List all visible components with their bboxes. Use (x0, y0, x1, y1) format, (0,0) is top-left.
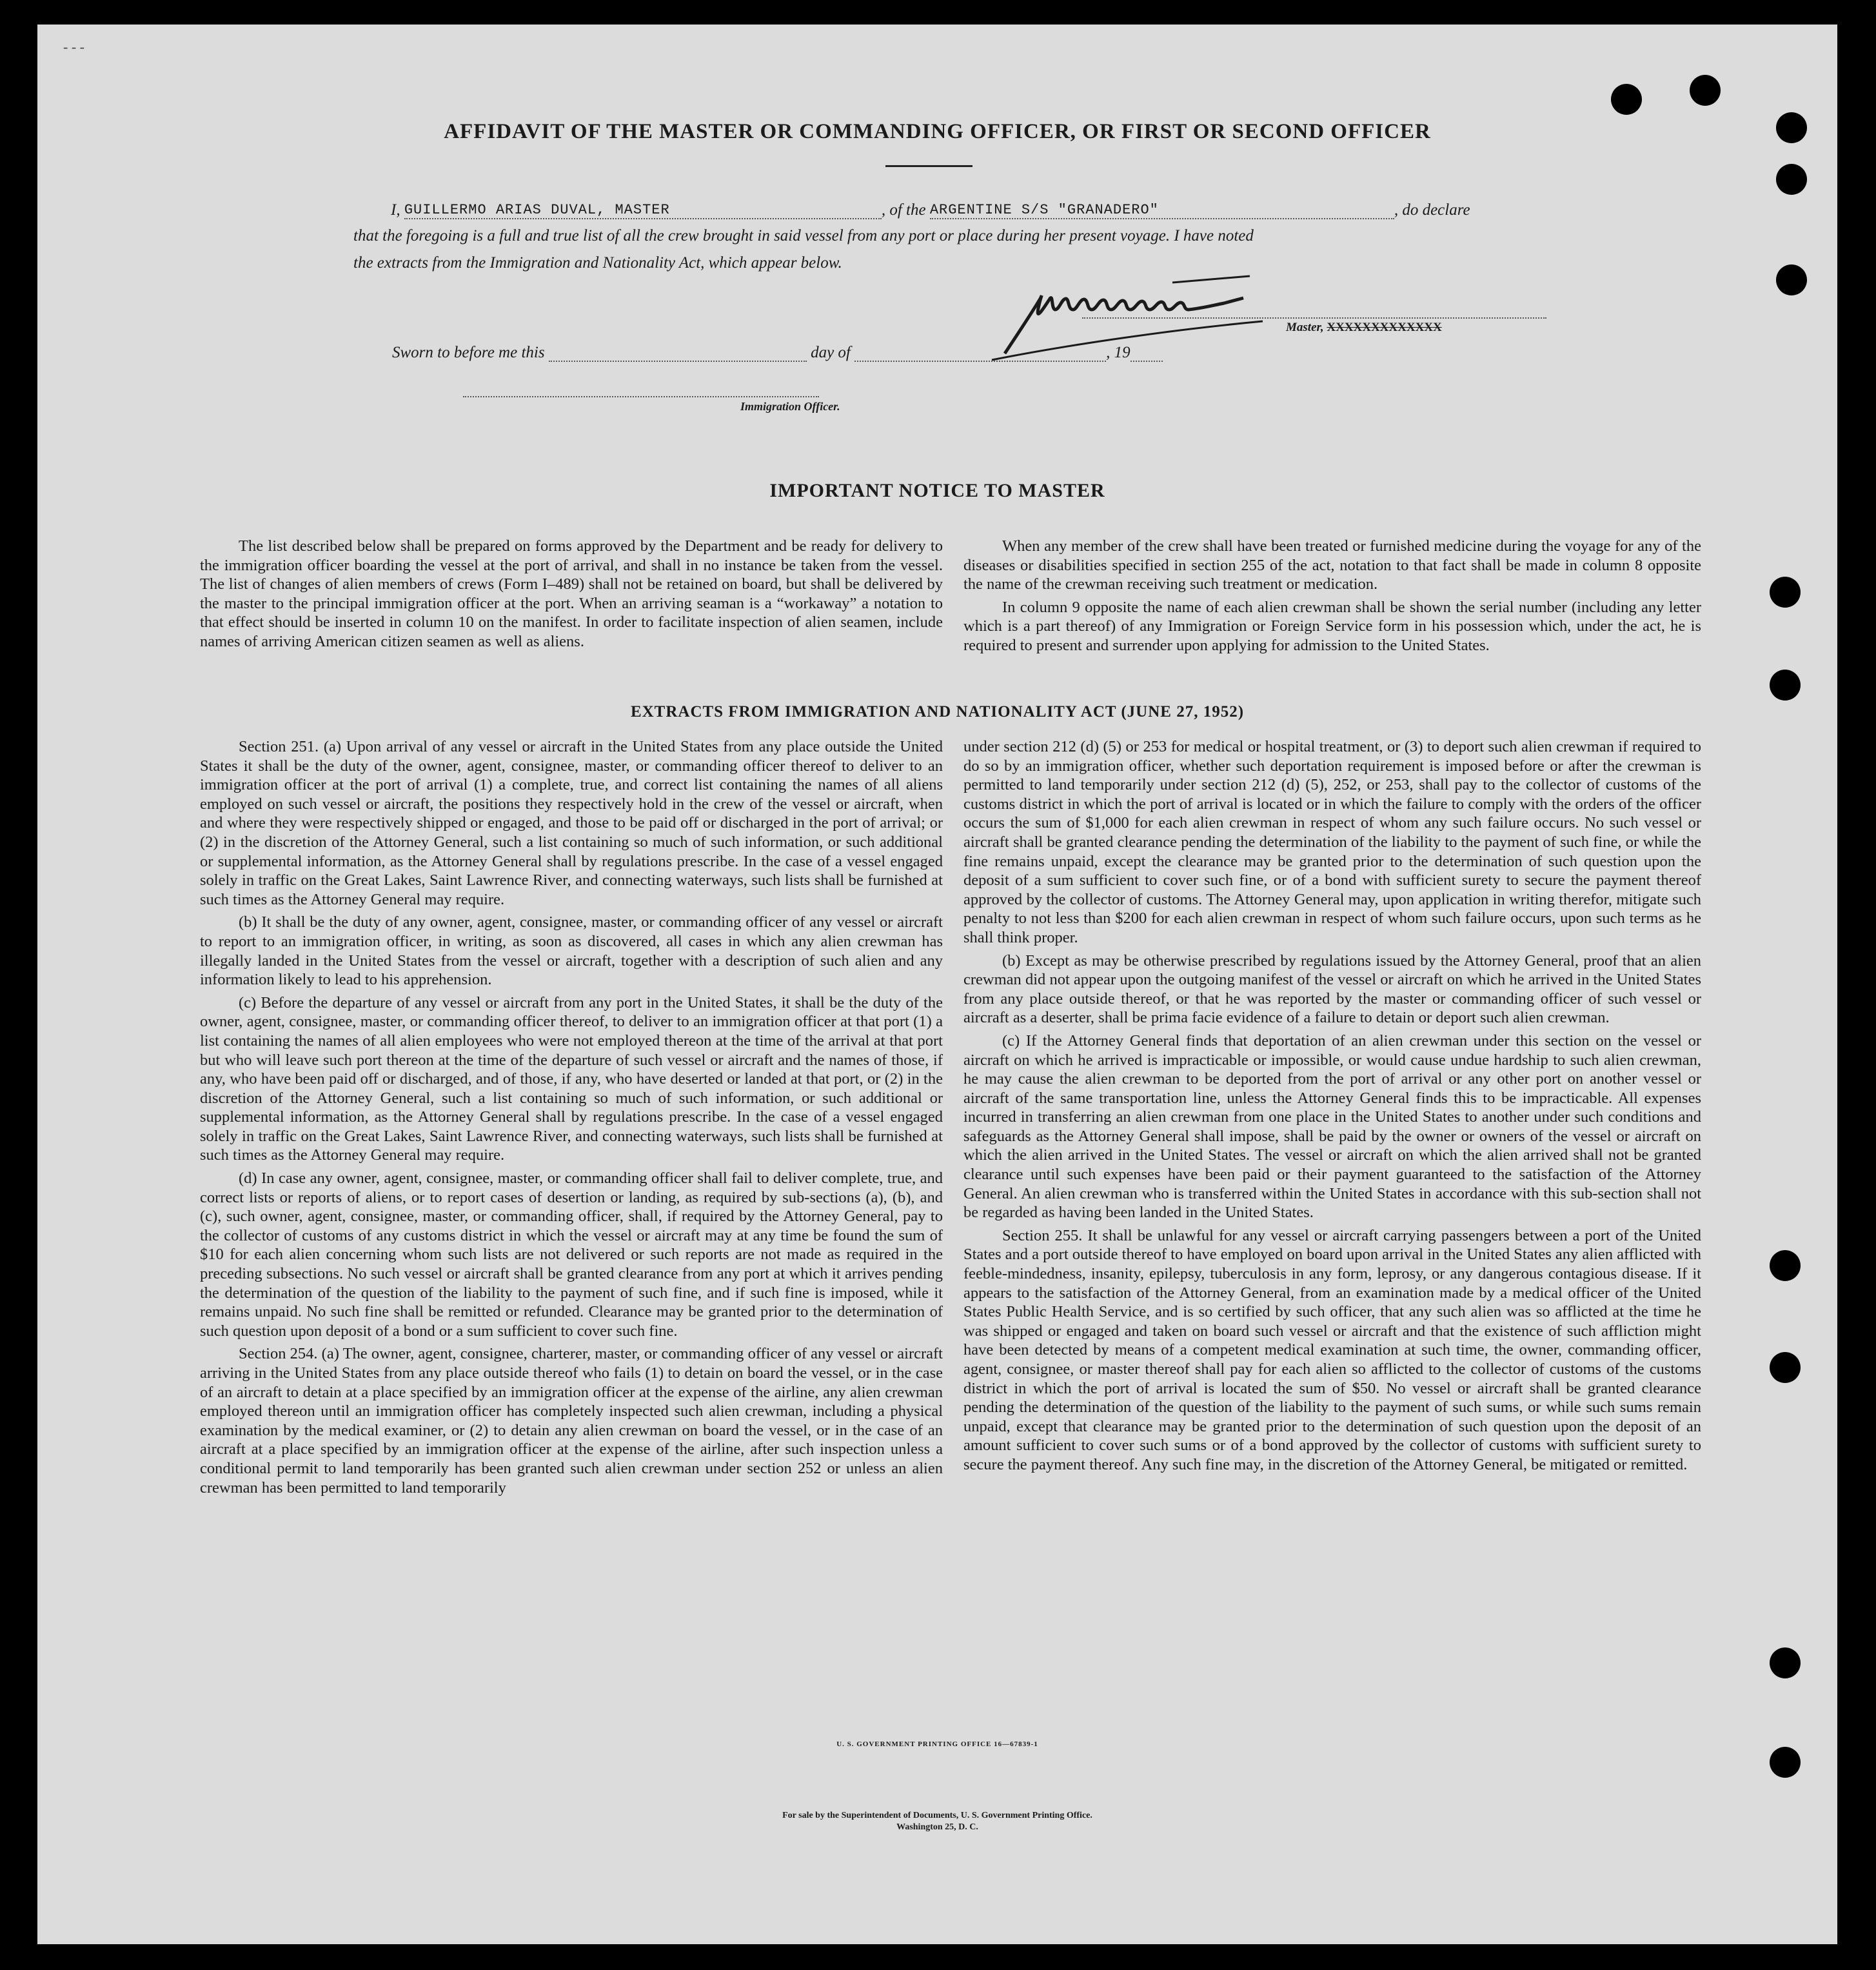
officer-signature-line (463, 396, 819, 397)
punch-hole (1770, 1250, 1801, 1281)
extracts-heading: EXTRACTS FROM IMMIGRATION AND NATIONALITY ACT (JUNE 27, 1952) (630, 703, 1245, 721)
vessel-name-field: ARGENTINE S/S "GRANADERO" (929, 202, 1159, 218)
declaration-prefix: I, (391, 201, 400, 219)
punch-hole (1770, 1747, 1801, 1778)
sale-line-2: Washington 25, D. C. (896, 1822, 978, 1832)
printing-office-imprint: U. S. GOVERNMENT PRINTING OFFICE 16—67839-1 (836, 1740, 1038, 1748)
affidavit-title: AFFIDAVIT OF THE MASTER OR COMMANDING OFFICER, OR FIRST OR SECOND OFFICER (444, 120, 1431, 143)
of-the-label: , of the (881, 201, 926, 219)
notice-heading: IMPORTANT NOTICE TO MASTER (769, 480, 1105, 501)
corner-mark: - ‑ - (63, 39, 84, 55)
notice-paragraph: The list described below shall be prepared on forms approved by the Department and be ready for delivery to the immigration officer boarding the vessel at the port of arrival, and shall in no instance be taken from the vessel. The list of changes of alien members of crews (Form I–489) shall not be retained on board, but shall be delivered by the master to the principal immigration officer at the port. When an arriving seaman is a “workaway” a notation to that effect should be inserted in column 10 on the manifest. In order to facilitate inspection of alien seamen, include names of arriving American citizen seamen as well as aliens. (200, 537, 943, 650)
officer-label: Immigration Officer. (740, 400, 840, 413)
punch-hole (1770, 1647, 1801, 1678)
signature-line (1082, 317, 1546, 319)
extracts-right-column (963, 737, 1701, 1475)
sworn-month-field (854, 361, 1106, 362)
section-251-a: Section 251. (a) Upon arrival of any vessel or aircraft in the United States from any place outside the United States it shall be the duty of the owner, agent, consignee, master, or commanding officer thereof to deliver to an immigration officer at the port of arrival (1) a complete, true, and correct list containing the names of all aliens employed on such vessel or aircraft, the positions they respectively hold in the crew of the vessel or aircraft, when and where they were respectively shipped or engaged, and those to be paid off or discharged in the port of arrival; or (2) in the discretion of the Attorney General, such a list containing so much of such information, or such additional or supplemental information, as the Attorney General shall by regulations prescribe. In the case of a vessel engaged solely in traffic on the Great Lakes, Saint Lawrence River, and connecting waterways, such lists shall be furnished at such times as the Attorney General may require. (200, 738, 943, 908)
punch-hole (1770, 577, 1801, 608)
document-page (37, 25, 1837, 1944)
do-declare-label: , do declare (1394, 201, 1470, 219)
punch-hole (1690, 75, 1721, 106)
section-254-b: (b) Except as may be otherwise prescribed by regulations issued by the Attorney General, proof that an alien crewman did not appear upon the outgoing manifest of the vessel or aircraft on which he arrived in the United States from any place outside thereof, or that he was reported by the master or commanding officer of such vessel or aircraft as a deserter, shall be prima facie evidence of a failure to detain or deport such alien crewman. (963, 951, 1701, 1027)
struck-title: XXXXXXXXXXXXX (1327, 321, 1442, 334)
sworn-line (392, 344, 1295, 362)
declaration-line-1 (391, 200, 1590, 219)
punch-hole (1776, 164, 1807, 195)
notice-left-column (200, 537, 943, 652)
notice-right-column (963, 537, 1701, 655)
declaration-line-3: the extracts from the Immigration and Nationality Act, which appear below. (353, 254, 842, 272)
sale-line-1: For sale by the Superintendent of Documents, U. S. Government Printing Office. (782, 1811, 1092, 1820)
extracts-left-column (200, 737, 943, 1497)
master-label (1286, 321, 1442, 335)
punch-hole (1611, 84, 1642, 115)
master-title: Master, (1286, 321, 1324, 334)
section-254-a-continued: under section 212 (d) (5) or 253 for medical or hospital treatment, or (3) to deport such alien crewman if required to do so by an immigration officer, whether such deportation requirement is imposed before or after the crewman is permitted to land temporarily under section 212 (d) (5), 252, or 253, shall pay to the collector of customs of the customs district in which the port of arrival is located or in which the failure to comply with the orders of the officer occurs the sum of $1,000 for each alien crewman in respect of whom any such failure occurs. No such vessel or aircraft shall be granted clearance pending the determination of the liability to the payment of such fine, or while the fine remains unpaid, except the clearance may be granted prior to the determination of such question upon the deposit of a sum sufficient to cover such fine, or of a bond with sufficient surety to secure the payment thereof approved by the collector of customs. The Attorney General may, upon application in writing therefor, mitigate such penalty to not less than $200 for each alien crewman in respect of whom such failure occurs, upon such terms as he shall think proper. (963, 738, 1701, 946)
punch-hole (1770, 1352, 1801, 1383)
year-label: , 19 (1106, 344, 1131, 361)
section-251-c: (c) Before the departure of any vessel or aircraft from any port in the United States, it shall be the duty of the owner, agent, consignee, master, or commanding officer thereof, to deliver to an immigration officer at that port (1) a list containing the names of all alien employees who were not employed thereon at the time of the arrival at that port but who will leave such port thereon at the time of the departure of such vessel or aircraft and the names of those, if any, who have been paid off or discharged, and of those, if any, who have deserted or landed at that port, or (2) in the discretion of the Attorney General, such a list containing so much of such information, or such additional or supplemental information, as the Attorney General shall by regulations prescribe. In the case of a vessel engaged solely in traffic on the Great Lakes, Saint Lawrence River, and connecting waterways, such lists shall be furnished at such times as the Attorney General may require. (200, 993, 943, 1164)
notice-paragraph: In column 9 opposite the name of each alien crewman shall be shown the serial number (including any letter which is a part thereof) of any Immigration or Foreign Service form in his possession which, under the act, he is required to present and surrender upon applying for admission to the United States. (963, 598, 1701, 654)
declaration-line-2: that the foregoing is a full and true list of all the crew brought in said vessel from any port or place during her present voyage. I have noted (353, 227, 1254, 244)
master-name-field: GUILLERMO ARIAS DUVAL, MASTER (404, 202, 670, 218)
punch-hole (1776, 264, 1807, 295)
punch-hole (1770, 670, 1801, 701)
sworn-label: Sworn to before me this (392, 344, 545, 361)
title-rule (885, 165, 973, 167)
section-254-a: Section 254. (a) The owner, agent, consignee, charterer, master, or commanding officer of any vessel or aircraft arriving in the United States from any place outside thereof who fails (1) to detain on board the vessel, or in the case of an aircraft to detain at a place specified by an immigration officer at the expense of the airline, any alien crewman employed thereon until an immigration officer has completely inspected such alien crewman, including a physical examination by the medical examiner, or (2) to detain any alien crewman on board the vessel, or in the case of an aircraft at a place specified by an immigration officer at the expense of the airline, after such inspection unless a conditional permit to land temporarily has been granted such alien crewman under section 252 or unless an alien crewman has been permitted to land temporarily (200, 1345, 943, 1497)
notice-paragraph: When any member of the crew shall have been treated or furnished medicine during the voyage for any of the diseases or disabilities specified in section 255 of the act, notation to that fact shall be made in column 8 opposite the name of the crewman receiving such treatment or medication. (963, 537, 1701, 593)
section-255: Section 255. It shall be unlawful for any vessel or aircraft carrying passengers between a port of the United States and a port outside thereof to have employed on board upon arrival in the United States any alien afflicted with feeble-mindedness, insanity, epilepsy, tuberculosis in any form, leprosy, or any dangerous contagious disease. If it appears to the satisfaction of the Attorney General, from an examination made by a medical officer of the United States Public Health Service, and is so certified by such officer, that any such alien was so afflicted at the time he was shipped or engaged and taken on board such vessel or aircraft and that the existence of such affliction might have been detected by means of a competent medical examination at such time, the owner, commanding officer, agent, consignee, or master thereof shall pay for each alien so afflicted to the collector of customs of the customs district in which the port of arrival is located the sum of $50. No vessel or aircraft shall be granted clearance pending the determination of the question of the liability to the payment of such sums, or while such sums remain unpaid, except that clearance may be granted prior to the determination of such question upon the deposit of an amount sufficient to cover such sums or of a bond approved by the collector of customs with sufficient surety to secure the payment thereof. Any such fine may, in the discretion of the Attorney General, be mitigated or remitted. (963, 1226, 1701, 1473)
section-251-b: (b) It shall be the duty of any owner, agent, consignee, master, or commanding officer of any vessel or aircraft to report to an immigration officer, in writing, as soon as discovered, all cases in which any alien crewman has illegally landed in the United States from the vessel or aircraft, together with a description of such alien and any information likely to lead to his apprehension. (200, 913, 943, 989)
sale-notice (37, 1810, 1837, 1833)
section-254-c: (c) If the Attorney General finds that deportation of an alien crewman under this section on the vessel or aircraft on which he arrived is impracticable or impossible, or would cause undue hardship to such alien crewman, he may cause the alien crewman to be deported from the port of arrival or any other port on another vessel or aircraft of the same transportation line, unless the Attorney General finds this to be impracticable. All expenses incurred in transferring an alien crewman from one place in the United States to another under such conditions and safeguards as the Attorney General shall impose, shall be paid by the owner or owners of the vessel or aircraft on which the alien arrived in the United States. The vessel or aircraft on which the alien arrived shall not be granted clearance until such expenses have been paid or their payment guaranteed to the satisfaction of the Attorney General. An alien crewman who is transferred within the United States in accordance with this sub-section shall not be regarded as having been landed in the United States. (963, 1031, 1701, 1222)
day-of-label: day of (811, 344, 851, 361)
section-251-d: (d) In case any owner, agent, consignee, master, or commanding officer shall fail to deliver complete, true, and correct lists or reports of aliens, or to report cases of desertion or landing, as required by sub-sections (a), (b), and (c), such owner, agent, consignee, master, or commanding officer, shall, if required by the Attorney General, pay to the collector of customs of any customs district in which the vessel or aircraft may at any time be found the sum of $10 for each alien concerning whom such lists are not delivered or such reports are not made as required in the preceding subsections. No such vessel or aircraft shall be granted clearance from any port at which it arrives pending the determination of the question of the liability to the payment of such fine, and if such fine is imposed, while it remains unpaid. No such fine shall be remitted or refunded. Clearance may be granted prior to the determination of such question upon deposit of a bond or a sum sufficient to cover such fine. (200, 1169, 943, 1340)
sworn-year-field (1131, 361, 1163, 362)
sworn-date-field (549, 361, 807, 362)
